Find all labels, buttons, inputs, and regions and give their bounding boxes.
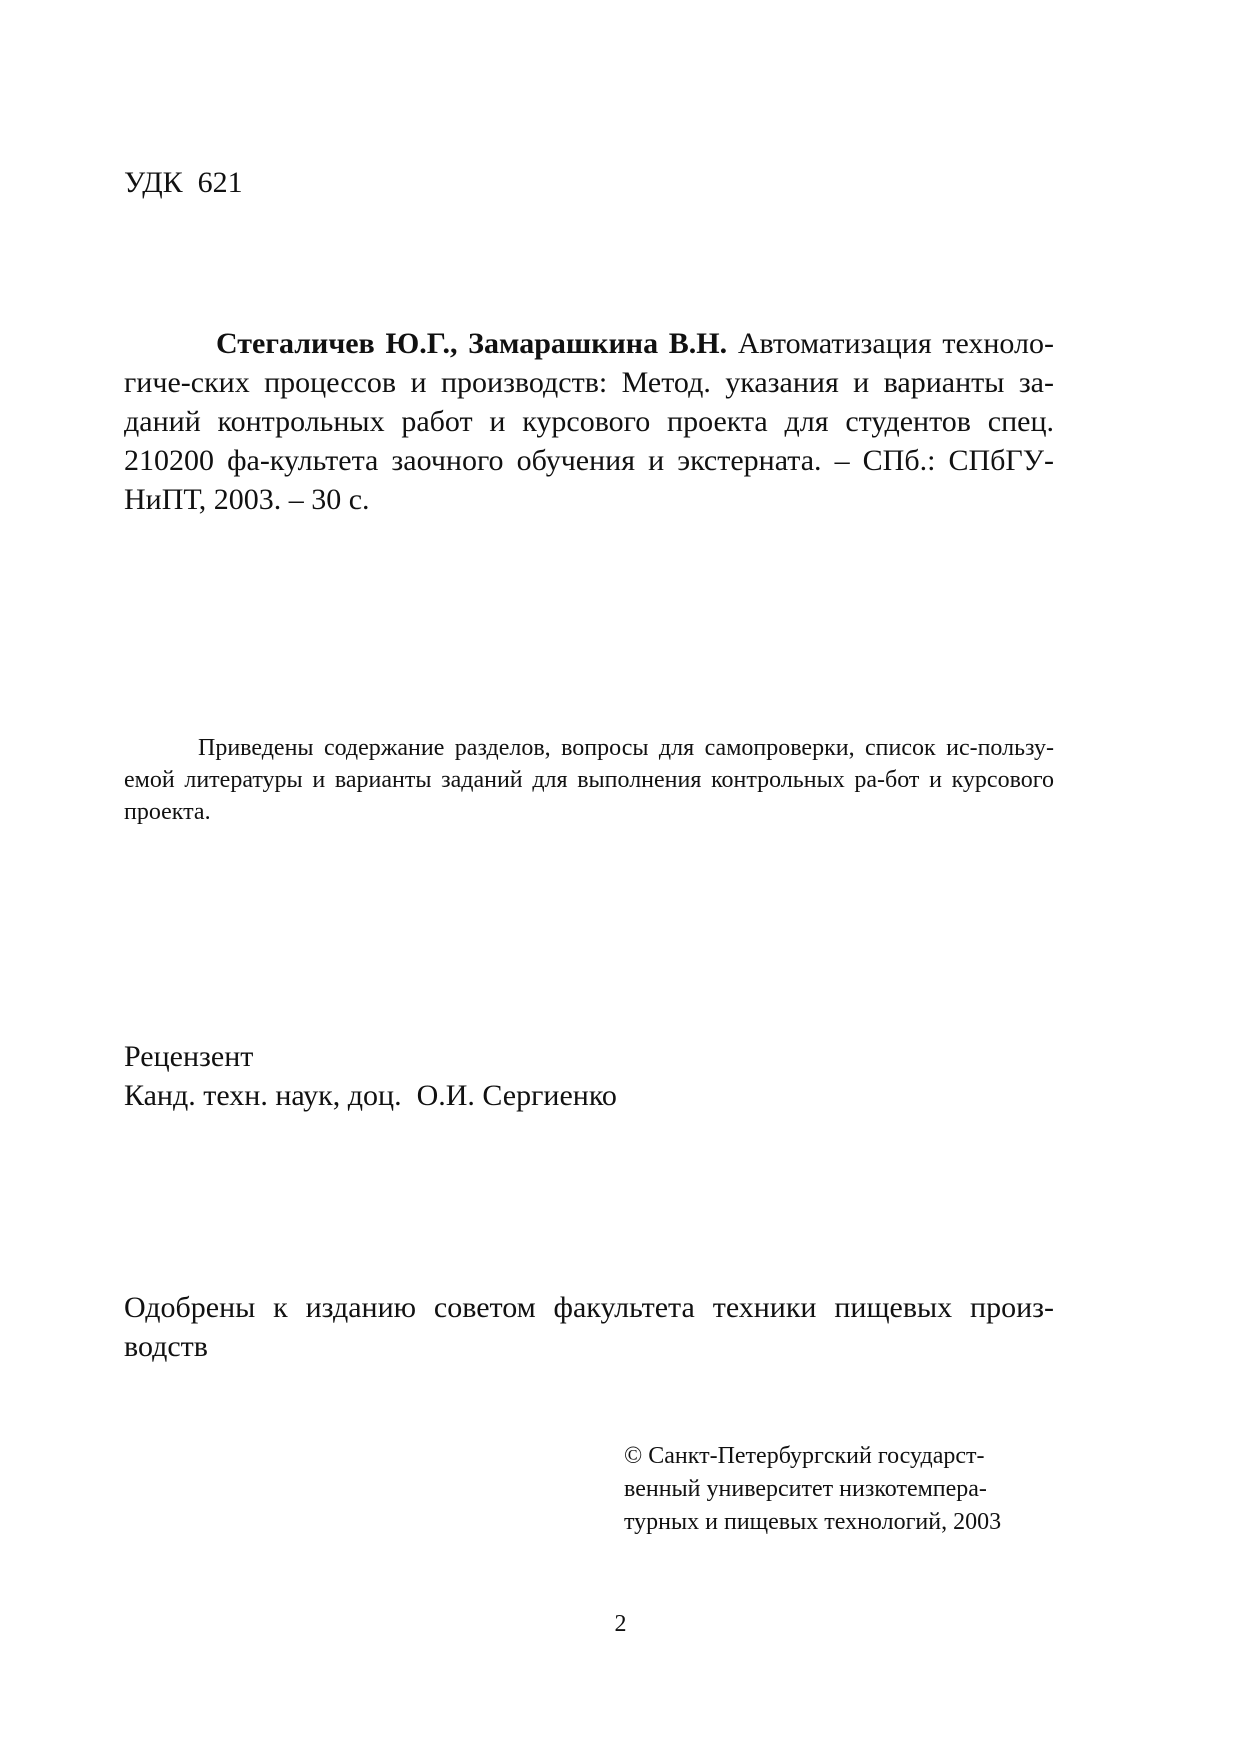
- reviewer-label: Рецензент: [124, 1040, 254, 1073]
- citation-authors: Стегаличев Ю.Г., Замарашкина В.Н.: [216, 327, 728, 360]
- copyright-line: © Санкт-Петербургский государст-: [624, 1443, 985, 1469]
- reviewer-name: Канд. техн. наук, доц. О.И. Сергиенко: [124, 1079, 617, 1112]
- copyright-line: венный университет низкотемпера-: [624, 1476, 987, 1502]
- approval-note: Одобрены к изданию советом факультета техники пищевых произ-водств: [124, 1291, 1054, 1363]
- udk-code: УДК 621: [124, 166, 243, 199]
- copyright-block: [624, 1440, 1064, 1539]
- abstract-paragraph: Приведены содержание разделов, вопросы для самопроверки, список ис-пользу-емой литературы и варианты заданий для выполнения контрольных ра-бот и курсового проекта.: [124, 735, 1054, 825]
- reviewer-block: [124, 1037, 1024, 1115]
- copyright-line: турных и пищевых технологий, 2003: [624, 1509, 1002, 1535]
- citation-text: Автоматизация техноло-гиче-ских процессов и производств: Метод. указания и варианты за-даний контрольных работ и курсового проекта для студентов спец. 210200 фа-культета заочного обучения и экстерната. – СПб.: СПбГУ-НиПТ, 2003. – 30 с.: [124, 327, 1054, 516]
- page-number: 2: [614, 1611, 627, 1637]
- bibliographic-citation: [124, 324, 1054, 519]
